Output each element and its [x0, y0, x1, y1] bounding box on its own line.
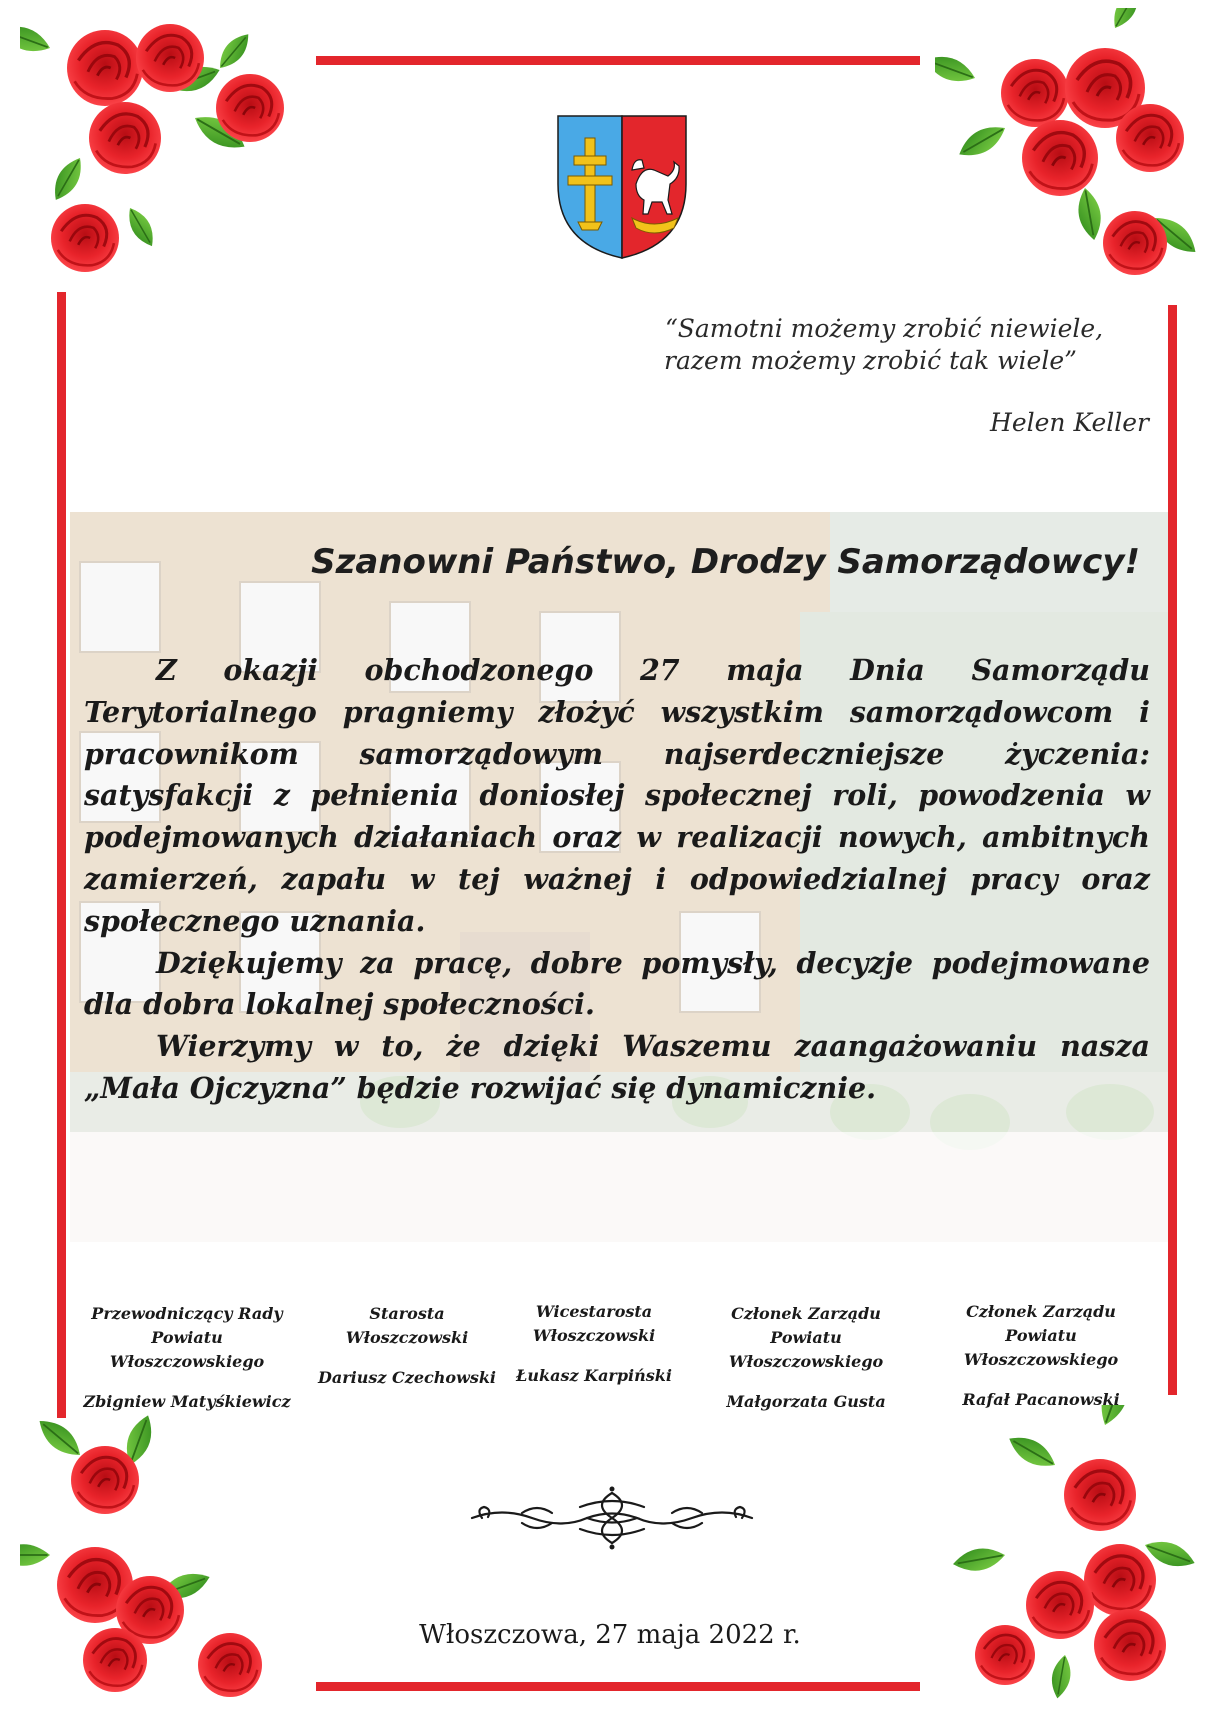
left-border-line — [57, 292, 66, 1418]
signatory-title: Powiatu Włoszczowskiego — [109, 1328, 265, 1371]
ornament-divider-icon — [462, 1485, 762, 1551]
signatory-title: Wicestarosta — [535, 1302, 653, 1321]
signatory-title: Starosta — [369, 1304, 445, 1323]
signatory-title: Włoszczowski — [345, 1328, 469, 1347]
quote-author: Helen Keller — [990, 408, 1149, 437]
letter-paragraph: Dziękujemy za pracę, dobre pomysły, decyzje podejmowane dla dobra lokalnej społeczności. — [84, 945, 1150, 1022]
signatory-name: Łukasz Karpiński — [516, 1366, 672, 1385]
signatory-title: Powiatu Włoszczowskiego — [728, 1328, 884, 1371]
signatory-name: Dariusz Czechowski — [317, 1368, 497, 1387]
letter-heading: Szanowni Państwo, Drodzy Samorządowcy! — [311, 542, 1140, 582]
place-date: Włoszczowa, 27 maja 2022 r. — [419, 1620, 801, 1650]
signatory-title: Włoszczowski — [532, 1326, 656, 1345]
signatory-name: Małgorzata Gusta — [726, 1392, 886, 1411]
letter-body — [84, 650, 1150, 1110]
signatory-title: Powiatu Włoszczowskiego — [963, 1326, 1119, 1369]
signatory-title: Członek Zarządu — [966, 1302, 1116, 1321]
rose-bouquet-icon — [945, 1405, 1215, 1705]
rose-bouquet-icon — [20, 1415, 280, 1705]
bottom-border-line — [316, 1682, 920, 1691]
signatory-block — [479, 1300, 709, 1388]
rose-bouquet-icon — [935, 8, 1215, 288]
quote-line-1: “Samotni możemy zrobić niewiele, — [665, 314, 1104, 343]
coat-of-arms-icon — [556, 114, 688, 260]
quote-line-2: razem możemy zrobić tak wiele” — [664, 346, 1077, 375]
rose-bouquet-icon — [20, 8, 310, 278]
signatory-block — [72, 1302, 302, 1414]
signatory-name: Zbigniew Matyśkiewicz — [83, 1392, 291, 1411]
top-border-line — [316, 56, 920, 65]
signatory-block — [926, 1300, 1156, 1412]
letter-paragraph: Wierzymy w to, że dzięki Waszemu zaangażowaniu nasza „Mała Ojczyzna” będzie rozwijać się dynamicznie. — [84, 1029, 1150, 1105]
right-border-line — [1168, 305, 1177, 1395]
signatory-title: Przewodniczący Rady — [91, 1304, 283, 1323]
signatory-block — [691, 1302, 921, 1414]
signatory-title: Członek Zarządu — [731, 1304, 881, 1323]
letter-paragraph: Z okazji obchodzonego 27 maja Dnia Samorządu Terytorialnego pragniemy złożyć wszystkim samorządowcom i pracownikom samorządowym najserdeczniejsze życzenia: satysfakcji z pełnienia doniosłej społecznej roli, powodzenia w podejmowanych działaniach oraz w realizacji nowych, ambitnych zamierzeń, zapału w tej ważnej i odpowiedzialnej pracy oraz społecznego uznania. — [84, 653, 1150, 938]
signatory-name: Rafał Pacanowski — [962, 1390, 1120, 1409]
